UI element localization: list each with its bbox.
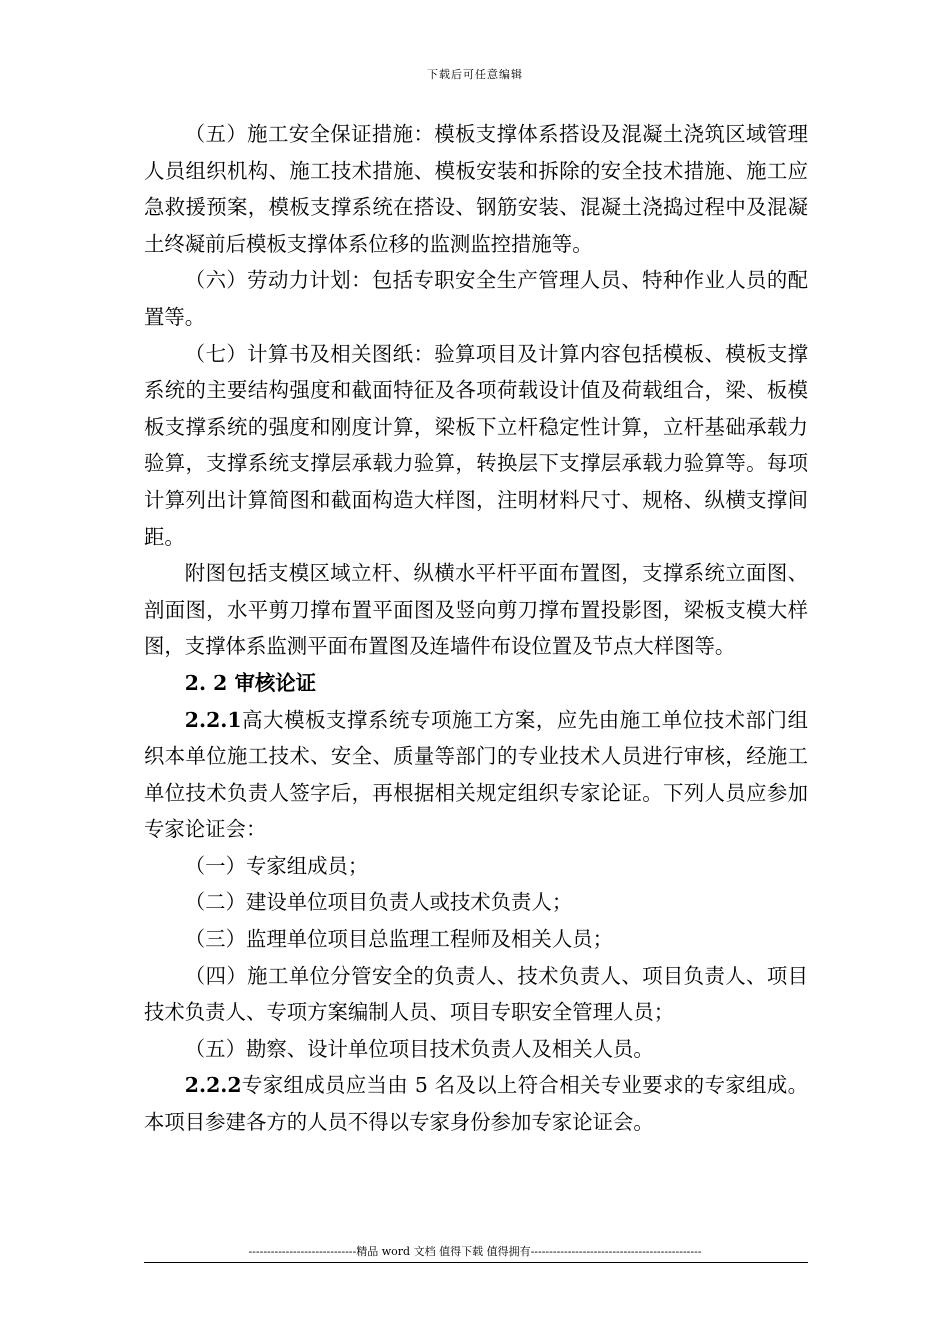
list-item: （五）勘察、设计单位项目技术负责人及相关人员。 bbox=[184, 1036, 654, 1061]
footer-divider bbox=[144, 1262, 808, 1263]
paragraph-2-2-1 bbox=[144, 702, 808, 848]
list-item: （四）施工单位分管安全的负责人、技术负责人、项目负责人、项目技术负责人、专项方案编制人员、项目专职安全管理人员； bbox=[144, 963, 808, 1025]
section-heading: 2. 2 审核论证 bbox=[184, 670, 317, 695]
list-item: （三）监理单位项目总监理工程师及相关人员； bbox=[184, 927, 613, 952]
list-item: （一）专家组成员； bbox=[184, 853, 369, 878]
clause-text: 专家组成员应当由 5 名及以上符合相关专业要求的专家组成。本项目参建各方的人员不得以专家身份参加专家论证会。 bbox=[144, 1073, 808, 1135]
paragraph-2-2-2 bbox=[144, 1067, 808, 1140]
clause-number: 2.2.2 bbox=[184, 1073, 242, 1098]
page-header: 下载后可任意编辑 bbox=[427, 68, 523, 81]
document-body bbox=[144, 116, 808, 1141]
paragraph-labor-plan: （六）劳动力计划：包括专职安全生产管理人员、特种作业人员的配置等。 bbox=[144, 268, 808, 329]
clause-text: 高大模板支撑系统专项施工方案，应先由施工单位技术部门组织本单位施工技术、安全、质量等部门的专业技术人员进行审核，经施工单位技术负责人签字后，再根据相关规定组织专家论证。下列人员应参加专家论证会： bbox=[144, 707, 808, 842]
paragraph-safety-measures: （五）施工安全保证措施：模板支撑体系搭设及混凝土浇筑区域管理人员组织机构、施工技术措施、模板安装和拆除的安全技术措施、施工应急救援预案，模板支撑系统在搭设、钢筋安装、混凝土浇捣过程中及混凝土终凝前后模板支撑体系位移的监测监控措施等。 bbox=[144, 122, 808, 256]
list-item: （二）建设单位项目负责人或技术负责人； bbox=[184, 890, 573, 915]
paragraph-calculation: （七）计算书及相关图纸：验算项目及计算内容包括模板、模板支撑系统的主要结构强度和截面特征及各项荷载设计值及荷载组合，梁、板模板支撑系统的强度和刚度计算，梁板下立杆稳定性计算，立杆基础承载力验算，支撑系统支撑层承载力验算，转换层下支撑层承载力验算等。每项计算列出计算简图和截面构造大样图，注明材料尺寸、规格、纵横支撑间距。 bbox=[144, 341, 808, 549]
paragraph-attached-drawings: 附图包括支模区域立杆、纵横水平杆平面布置图，支撑系统立面图、剖面图，水平剪刀撑布置平面图及竖向剪刀撑布置投影图，梁板支模大样图，支撑体系监测平面布置图及连墙件布设位置及节点大样图等。 bbox=[144, 561, 808, 659]
page-footer: -----------------------------精品 word 文档 值得下载 值得拥有---------------------------------------------- bbox=[248, 1245, 702, 1258]
clause-number: 2.2.1 bbox=[184, 707, 242, 732]
